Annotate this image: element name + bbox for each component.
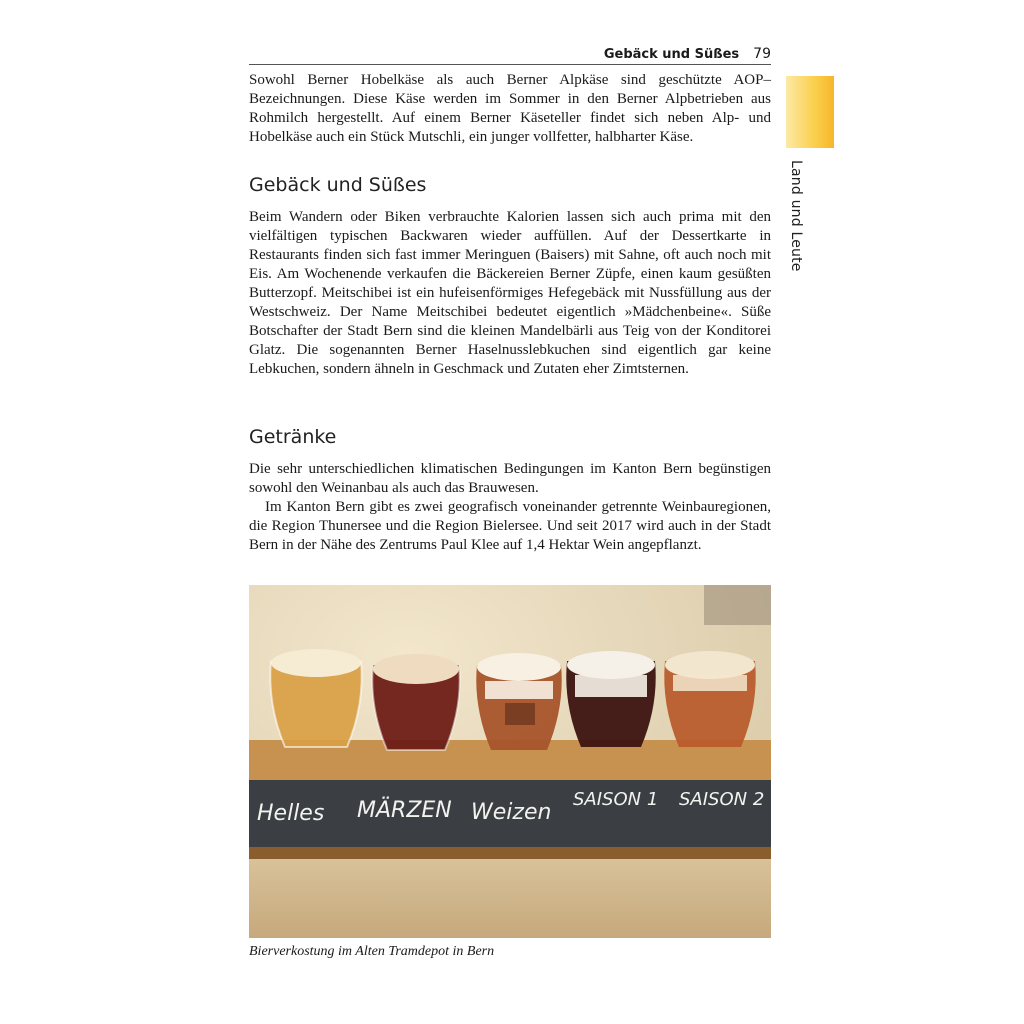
chalk-label-saison-2: SAISON 2 (679, 789, 765, 810)
chalk-label-maerzen: MÄRZEN (357, 798, 452, 823)
intro-block (249, 71, 771, 147)
section-gebaeck (249, 173, 771, 379)
background-object (704, 585, 771, 625)
glass-5 (664, 651, 755, 747)
foam (477, 653, 561, 681)
section-heading-getraenke: Getränke (249, 426, 337, 448)
section-gebaeck-paragraph: Beim Wandern oder Biken verbrauchte Kalorien lassen sich auch prima mit den vielfältigen typischen Backwaren wieder auffüllen. Auf der Dessertkarte in Restaurants finden sich fast immer Meringuen (Baisers) mit Sahne, oft auch noch mit Eis. Am Wochenende verkaufen die Bäckereien Berner Züpfe, einen kaum gesüßten Butterzopf. Meitschibei ist ein hufeisenförmiges Hefegebäck mit Nussfüllung aus der Westschweiz. Der Name Meitschibei bedeutet eigentlich »Mädchenbeine«. Süße Botschafter der Stadt Bern sind die kleinen Mandelbärli aus Teig von der Konditorei Glatz. Die sogenannten Berner Haselnusslebkuchen sind eigentlich gar keine Lebkuchen, sondern ähneln in Geschmack und Zutaten eher Zimtsternen. (249, 209, 771, 377)
photo-caption: Bierverkostung im Alten Tramdepot in Bern (249, 944, 495, 959)
intro-paragraph: Sowohl Berner Hobelkäse als auch Berner Alpkäse sind geschützte AOP–Bezeichnungen. Diese Käse werden im Sommer in den Berner Alpbetrieben aus Rohmilch hergestellt. Auf einem Berner Käseteller findet sich neben Alp- und Hobelkäse auch ein Stück Mutschli, ein junger vollfetter, halbharter Käse. (249, 72, 771, 145)
foam (665, 651, 755, 679)
chalk-label-weizen: Weizen (471, 800, 552, 825)
glass-2 (372, 654, 459, 750)
section-heading-gebaeck: Gebäck und Süßes (249, 174, 427, 196)
glass-3 (476, 653, 561, 750)
section-getraenke-paragraph-2: Im Kanton Bern gibt es zwei geografisch voneinander getrennte Weinbauregionen, die Region Thunersee und die Region Bielersee. Und seit 2017 wird auch in der Stadt Bern in der Nähe des Zentrums Paul Klee auf 1,4 Hektar Wein angepflanzt. (249, 499, 771, 553)
beer-tasting-photo (249, 585, 771, 938)
chalk-label-saison-1: SAISON 1 (573, 789, 659, 810)
foam (271, 649, 361, 677)
section-getraenke-paragraph-1: Die sehr unterschiedlichen klimatischen Bedingungen im Kanton Bern begünstigen sowohl den Weinanbau als auch das Brauwesen. (249, 461, 771, 496)
foam (373, 654, 459, 684)
section-getraenke (249, 425, 771, 555)
chalk-label-helles: Helles (257, 801, 325, 826)
glass-1 (270, 649, 361, 747)
beer-tasting-illustration (249, 585, 771, 938)
running-header-title: Gebäck und Süßes (603, 46, 740, 62)
chapter-thumb-tab (786, 76, 834, 148)
running-header (249, 44, 771, 65)
glass-4 (566, 651, 655, 747)
foam (567, 651, 655, 679)
page-number: 79 (753, 46, 771, 62)
chapter-side-label: Land und Leute (788, 160, 804, 272)
chalkboard-edge (249, 847, 771, 859)
